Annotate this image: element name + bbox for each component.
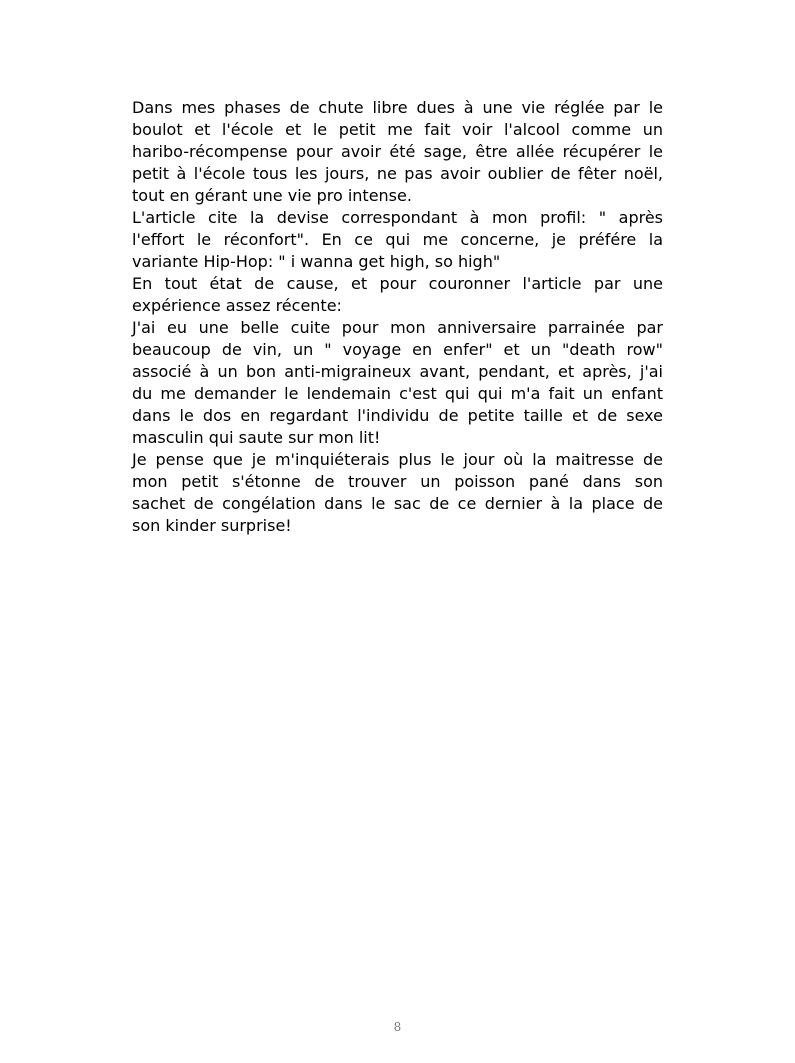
text-line: mon petit s'étonne de trouver un poisson pané dans son — [132, 472, 663, 491]
text-line: haribo-récompense pour avoir été sage, être allée récupérer le — [132, 142, 663, 161]
text-line: expérience assez récente: — [132, 296, 342, 315]
text-line: masculin qui saute sur mon lit! — [132, 428, 381, 447]
text-line: associé à un bon anti-migraineux avant, pendant, et après, j'ai — [132, 362, 663, 381]
paragraph-4 — [132, 317, 663, 449]
text-line: tout en gérant une vie pro intense. — [132, 186, 412, 205]
paragraph-1 — [132, 97, 663, 207]
text-line: L'article cite la devise correspondant à mon profil: " après — [132, 208, 663, 227]
text-line: Je pense que je m'inquiéterais plus le jour où la maitresse de — [132, 450, 663, 469]
text-line: J'ai eu une belle cuite pour mon anniversaire parrainée par — [132, 318, 663, 337]
text-line: petit à l'école tous les jours, ne pas avoir oublier de fêter noël, — [132, 164, 663, 183]
page-number: 8 — [393, 1020, 402, 1034]
text-line: beaucoup de vin, un " voyage en enfer" et un "death row" — [132, 340, 663, 359]
text-line: du me demander le lendemain c'est qui qui m'a fait un enfant — [132, 384, 663, 403]
paragraph-3 — [132, 273, 663, 317]
text-line: Dans mes phases de chute libre dues à une vie réglée par le — [132, 98, 663, 117]
text-line: son kinder surprise! — [132, 516, 292, 535]
text-line: l'effort le réconfort". En ce qui me concerne, je préfére la — [132, 230, 663, 249]
text-line: sachet de congélation dans le sac de ce dernier à la place de — [132, 494, 663, 513]
text-line: dans le dos en regardant l'individu de petite taille et de sexe — [132, 406, 663, 425]
paragraph-5 — [132, 449, 663, 537]
text-line: boulot et l'école et le petit me fait voir l'alcool comme un — [132, 120, 663, 139]
text-line: En tout état de cause, et pour couronner l'article par une — [132, 274, 663, 293]
paragraph-2 — [132, 207, 663, 273]
text-line: variante Hip-Hop: " i wanna get high, so high" — [132, 252, 501, 271]
body-text — [132, 97, 663, 537]
